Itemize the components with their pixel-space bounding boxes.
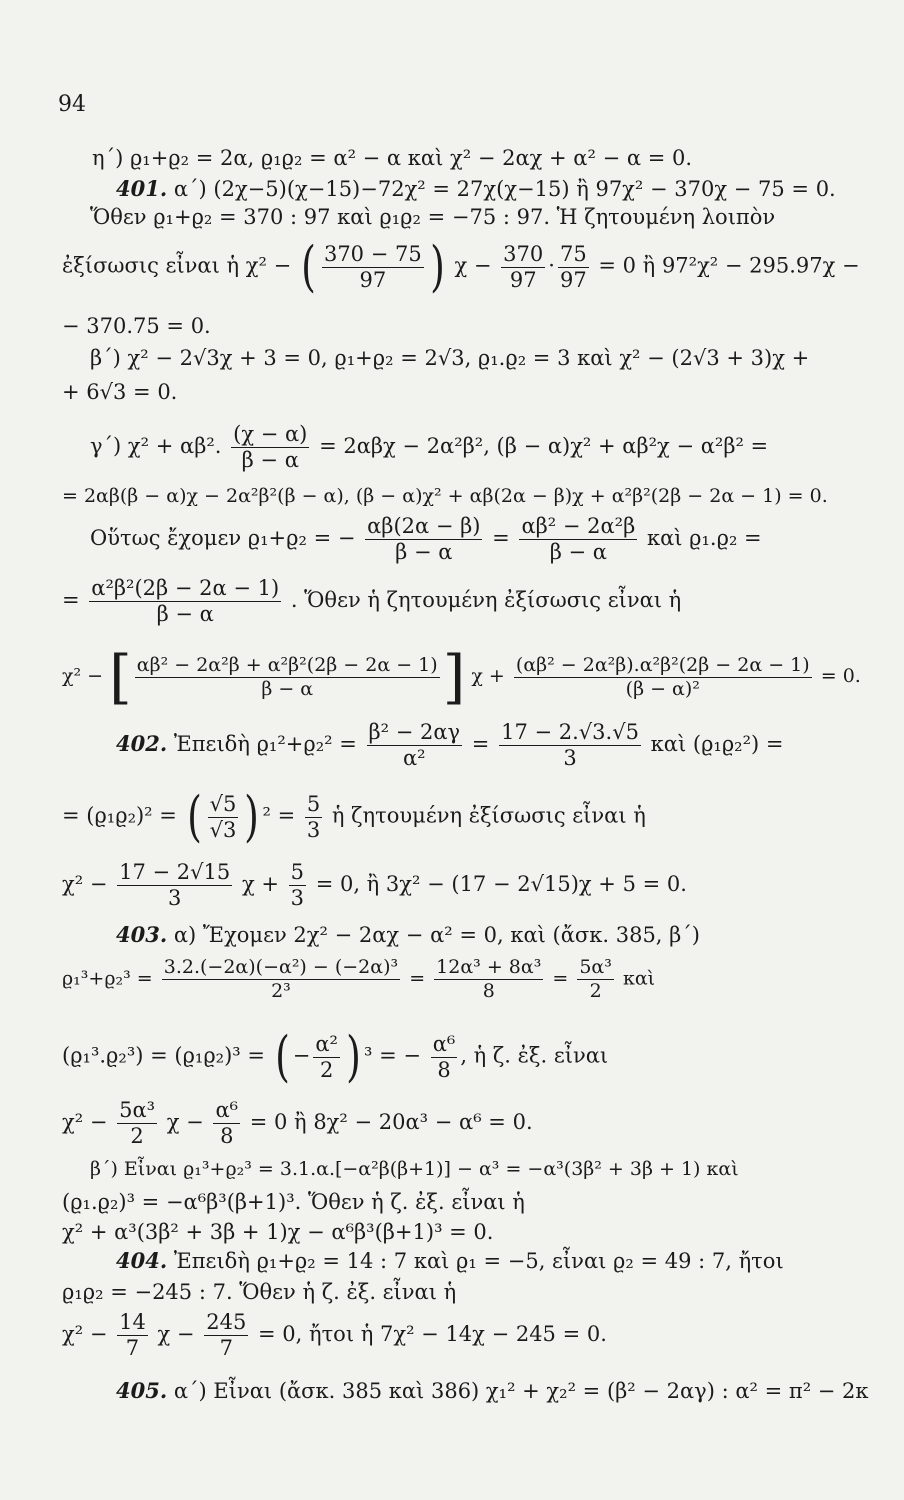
- numerator: (χ − α): [233, 422, 308, 446]
- equation-line: [62, 785, 646, 848]
- equation-line: [62, 578, 681, 625]
- right-paren: ): [244, 785, 260, 848]
- denominator: (β − α)²: [625, 677, 700, 700]
- fraction: [231, 424, 309, 471]
- math-text: χ −: [157, 1322, 195, 1346]
- math-text: =: [471, 732, 490, 756]
- right-bracket: ]: [442, 643, 466, 711]
- fraction: [117, 862, 232, 909]
- text-line: (ϱ₁.ϱ₂)³ = −α⁶β³(β+1)³. Ὅθεν ἡ ζ. ἐξ. εἶναι ἡ: [62, 1190, 525, 1214]
- exercise-number: 403.: [116, 922, 168, 947]
- numerator: 14: [119, 1310, 146, 1334]
- math-text: =: [62, 588, 80, 612]
- denominator: 2: [589, 980, 602, 1002]
- math-text: χ² −: [62, 872, 108, 896]
- denominator: 7: [125, 1336, 140, 1360]
- numerator: 5α³: [579, 956, 612, 978]
- exercise-404-line: [116, 1250, 784, 1272]
- fraction: [519, 516, 637, 563]
- numerator: 5α³: [119, 1098, 156, 1122]
- text-line: + 6√3 = 0.: [62, 380, 178, 404]
- exercise-number: 402.: [116, 731, 168, 756]
- math-text: ² =: [262, 803, 296, 828]
- exercise-number: 401.: [116, 176, 168, 201]
- denominator: β − α: [261, 677, 314, 700]
- fraction: [322, 241, 424, 292]
- equation-line: [62, 862, 687, 909]
- denominator: 97: [509, 267, 537, 292]
- exercise-number: 404.: [116, 1248, 168, 1273]
- math-text: = 0.: [820, 665, 861, 687]
- denominator: β − α: [241, 448, 299, 472]
- fraction: [313, 1031, 340, 1082]
- text-line: β΄) χ² − 2√3χ + 3 = 0, ϱ₁+ϱ₂ = 2√3, ϱ₁.ϱ₂ = 3 καὶ χ² − (2√3 + 3)χ +: [90, 346, 810, 370]
- fraction: [162, 958, 400, 1001]
- line-eta: η΄) ϱ₁+ϱ₂ = 2α, ϱ₁ϱ₂ = α² − α καὶ χ² − 2αχ + α² − α = 0.: [92, 146, 693, 170]
- numerator: 75: [559, 241, 587, 266]
- denominator: √3: [209, 817, 237, 842]
- numerator: 12α³ + 8α³: [436, 956, 542, 978]
- denominator: 97: [559, 267, 587, 292]
- numerator: 245: [206, 1310, 247, 1334]
- fraction: [135, 653, 440, 700]
- left-bracket: [: [109, 643, 132, 711]
- fraction: [208, 791, 239, 842]
- numerator: β² − 2αγ: [368, 720, 461, 744]
- denominator: 7: [219, 1336, 233, 1360]
- text-line: ϱ₁ϱ₂ = −245 : 7. Ὅθεν ἡ ζ. ἐξ. εἶναι ἡ: [62, 1280, 457, 1304]
- left-paren: (: [301, 235, 316, 298]
- math-text: καὶ ϱ₁.ϱ₂ =: [646, 526, 762, 550]
- exercise-402-line: [116, 722, 783, 769]
- numerator: αβ² − 2α²β + α²β²(2β − 2α − 1): [136, 653, 438, 676]
- denominator: 8: [220, 1124, 234, 1148]
- math-text: γ΄) χ² + αβ².: [90, 434, 222, 458]
- fraction: [117, 1100, 157, 1147]
- denominator: 97: [359, 267, 387, 292]
- math-text: =: [492, 526, 510, 550]
- denominator: 8: [482, 980, 495, 1002]
- denominator: 3: [167, 886, 182, 910]
- equation-line: [62, 643, 861, 711]
- numerator: αβ(2α − β): [367, 514, 481, 538]
- math-text: = (ϱ₁ϱ₂)² =: [62, 803, 177, 828]
- math-text: α) Ἔχομεν 2χ² − 2αχ − α² = 0, καὶ (ἄσκ. 385, β΄): [173, 923, 700, 947]
- fraction: [204, 1312, 248, 1359]
- fraction: [558, 241, 589, 292]
- math-text: (ϱ₁³.ϱ₂³) = (ϱ₁ϱ₂)³ =: [62, 1043, 265, 1068]
- denominator: β − α: [395, 540, 453, 564]
- equation-line: [62, 1100, 533, 1147]
- math-text: ἡ ζητουμένη ἐξίσωσις εἶναι ἡ: [331, 803, 646, 828]
- left-paren: (: [186, 785, 202, 848]
- math-text: = 0 ἢ 97²χ² − 295.97χ −: [598, 253, 860, 278]
- numerator: α⁶: [432, 1031, 456, 1056]
- math-text: = 0, ἢ 3χ² − (17 − 2√15)χ + 5 = 0.: [315, 872, 687, 896]
- math-text: καὶ: [622, 967, 656, 990]
- denominator: 2: [130, 1124, 144, 1148]
- fraction: [289, 862, 306, 909]
- math-text: χ −: [166, 1110, 204, 1134]
- exercise-403-line: [116, 924, 700, 946]
- numerator: 5: [306, 791, 321, 816]
- fraction: [367, 722, 463, 769]
- text-line: Ὅθεν ϱ₁+ϱ₂ = 370 : 97 καὶ ϱ₁ϱ₂ = −75 : 97. Ἡ ζητουμένη λοιπὸν: [90, 205, 776, 229]
- math-text: χ +: [471, 665, 505, 687]
- numerator: √5: [209, 791, 237, 816]
- numerator: α²: [315, 1031, 338, 1056]
- equation-line: [62, 1312, 607, 1359]
- text-line: β΄) Εἶναι ϱ₁³+ϱ₂³ = 3.1.α.[−α²β(β+1)] − α³ = −α³(3β² + 3β + 1) καὶ: [90, 1158, 739, 1180]
- fraction: [431, 1031, 458, 1082]
- exercise-405-line: [116, 1380, 869, 1402]
- math-text: = 0, ἤτοι ἡ 7χ² − 14χ − 245 = 0.: [258, 1322, 607, 1346]
- denominator: 8: [437, 1057, 451, 1082]
- numerator: 3.2.(−2α)(−α²) − (−2α)³: [163, 956, 399, 978]
- right-paren: ): [346, 1025, 361, 1088]
- fraction: [501, 241, 545, 292]
- denominator: 3: [563, 746, 577, 770]
- denominator: 2: [319, 1057, 334, 1082]
- fraction: [117, 1312, 148, 1359]
- text-line: − 370.75 = 0.: [62, 314, 211, 338]
- fraction: [514, 653, 812, 700]
- math-text: χ² −: [62, 665, 104, 687]
- fraction: [365, 516, 482, 563]
- numerator: 370 − 75: [323, 241, 422, 266]
- numerator: α⁶: [215, 1098, 239, 1122]
- fraction: [213, 1100, 240, 1147]
- equation-line: [90, 424, 768, 471]
- equation-line: [62, 958, 655, 1001]
- math-text: α΄) (2χ−5)(χ−15)−72χ² = 27χ(χ−15) ἢ 97χ² − 370χ − 75 = 0.: [173, 177, 836, 201]
- math-text: =: [409, 967, 426, 990]
- numerator: 370: [503, 241, 544, 266]
- exercise-401-line: [116, 178, 836, 200]
- exercise-number: 405.: [116, 1378, 168, 1403]
- math-text: α΄) Εἶναι (ἄσκ. 385 καὶ 386) χ₁² + χ₂² = (β² − 2αγ) : α² = π² − 2κ: [173, 1379, 869, 1403]
- math-text: χ² −: [62, 1322, 108, 1346]
- math-text: Ἐπειδὴ ϱ₁+ϱ₂ = 14 : 7 καὶ ϱ₁ = −5, εἶναι ϱ₂ = 49 : 7, ἤτοι: [173, 1249, 784, 1273]
- text-line: = 2αβ(β − α)χ − 2α²β²(β − α), (β − α)χ² + αβ(2α − β)χ + α²β²(2β − 2α − 1) = 0.: [62, 485, 828, 507]
- fraction: [434, 958, 543, 1001]
- equation-line: (ϱ₁³.ϱ₂³) = (ϱ₁ϱ₂)³ = ( − $\frac{\text{α²}}{2}$ ) ³ = − $\frac{\text{α⁶}}{8}$ , ἡ ζ. ἐξ. εἶναι: [62, 1025, 609, 1088]
- right-paren: ): [429, 235, 445, 298]
- equation-line: ἐξίσωσις εἶναι ἡ χ² − ( $\frac{370 - 75}{97}$ ) χ − $\frac{370}{97}$ · $\frac{75}{97}$ = 0 ἢ 97²χ² − 295.97χ −: [62, 235, 860, 298]
- math-text: . Ὅθεν ἡ ζητουμένη ἐξίσωσις εἶναι ἡ: [290, 588, 682, 612]
- math-text: Οὕτως ἔχομεν ϱ₁+ϱ₂ = −: [90, 526, 356, 550]
- denominator: α²: [403, 746, 426, 770]
- denominator: β − α: [549, 540, 607, 564]
- numerator: αβ² − 2α²β: [521, 514, 636, 538]
- math-text: = 2αβχ − 2α²β², (β − α)χ² + αβ²χ − α²β² =: [319, 434, 769, 458]
- math-text: Ἐπειδὴ ϱ₁²+ϱ₂² =: [173, 732, 357, 756]
- math-text: χ² −: [62, 1110, 108, 1134]
- fraction: [89, 578, 281, 625]
- numerator: 17 − 2.√3.√5: [501, 720, 639, 744]
- numerator: 5: [290, 860, 304, 884]
- fraction: [305, 791, 322, 842]
- fraction: [577, 958, 614, 1001]
- math-text: ἐξίσωσις εἶναι ἡ χ² −: [62, 253, 292, 278]
- left-paren: (: [274, 1025, 290, 1088]
- denominator: 3: [290, 886, 304, 910]
- numerator: 17 − 2√15: [119, 860, 231, 884]
- denominator: β − α: [156, 602, 214, 626]
- numerator: (αβ² − 2α²β).α²β²(2β − 2α − 1): [515, 653, 810, 676]
- math-text: χ −: [454, 253, 492, 278]
- math-text: χ +: [241, 872, 279, 896]
- math-text: , ἡ ζ. ἐξ. εἶναι: [460, 1043, 609, 1068]
- math-text: καὶ (ϱ₁ϱ₂²) =: [650, 732, 784, 756]
- text-line: χ² + α³(3β² + 3β + 1)χ − α⁶β³(β+1)³ = 0.: [62, 1220, 494, 1244]
- math-text: ³ = −: [364, 1043, 422, 1068]
- denominator: 3: [306, 817, 321, 842]
- denominator: 2³: [271, 980, 291, 1002]
- math-text: =: [552, 967, 569, 990]
- fraction: [499, 722, 641, 769]
- equation-line: [90, 516, 762, 563]
- math-text: ϱ₁³+ϱ₂³ =: [62, 967, 153, 990]
- math-text: = 0 ἢ 8χ² − 20α³ − α⁶ = 0.: [249, 1110, 533, 1134]
- numerator: α²β²(2β − 2α − 1): [91, 576, 280, 600]
- page-number: 94: [58, 92, 86, 117]
